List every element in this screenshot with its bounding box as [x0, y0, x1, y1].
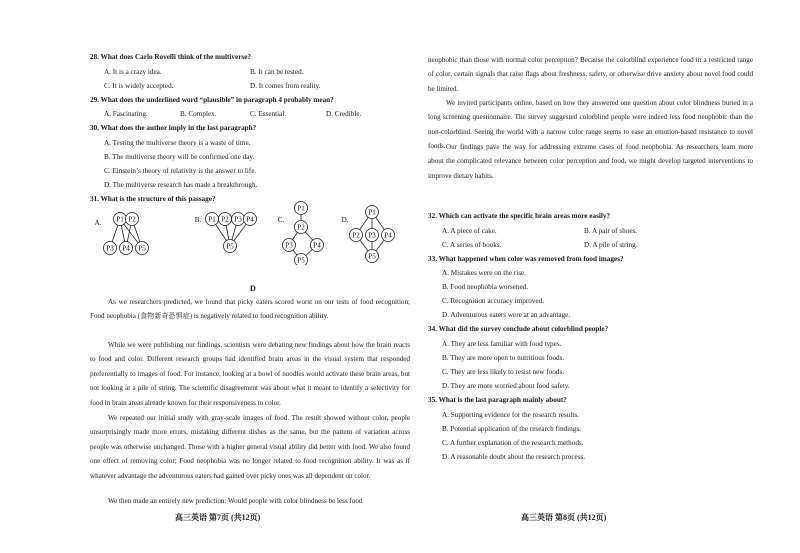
page-7-footer: 高三英语 第7页 (共12页): [175, 513, 261, 522]
node-label: P2: [352, 231, 360, 240]
node-label: P3: [106, 244, 114, 253]
node-label: P3: [285, 241, 293, 250]
q31-option-d: D.: [341, 216, 349, 224]
q31-option-c: C.: [277, 216, 285, 224]
node-label: P1: [208, 215, 216, 224]
q35-option-b: B. Potential application of the research findings.: [442, 425, 581, 433]
node-label: P1: [368, 208, 376, 217]
passage-d-paragraph-3: [90, 411, 410, 483]
node-label: P5: [138, 244, 146, 253]
q34-option-d: D. They are more worried about food safety.: [442, 382, 570, 390]
paragraph-text: neophobic than those with normal color perception? Because the colorblind experience food in a restricted range of color, certain signals that raise flags about freshness, safety, or otherwise drive anxiety about novel food could be limited.: [428, 56, 753, 93]
q30-option-c: C. Einstein’s theory of relativity is the answer to life.: [104, 167, 257, 175]
q34-option-c: C. They are less likely to resist new foods.: [442, 368, 565, 376]
paragraph-text: While we were publishing our findings, scientists were debating new findings about how the brain reacts to food and color. Different research groups had identified brain areas in the visual system that responded preferentially to images of food. For instance, looking at a bowl of noodles would activate these brain areas, but not looking at a pile of string. The scientific disagreement was about what it meant to identify a selectivity for food in brain areas already known for their responsiveness to color.: [90, 341, 410, 407]
paragraph-text: We repeated our initial study with gray-scale images of food. The result showed without color, people unsurprisingly made more errors, mistaking different dishes as the same, but the pattern of variation across people was otherwise unchanged. Those with a higher general visual ability did better with food. We also found one effect of removing color; Food neophobia was no longer related to food recognition ability. It was as if whatever advantage the adventurous eaters had gained over picky ones was all dependent on color.: [90, 414, 410, 480]
node-label: P4: [246, 215, 254, 224]
passage-d-paragraph-6: [428, 140, 753, 183]
q32-option-d: D. A pile of string.: [584, 241, 638, 249]
node-label: P5: [226, 242, 234, 251]
node-label: P3: [234, 215, 242, 224]
q28-option-b: B. It can be tested.: [250, 68, 304, 76]
node-label: P5: [297, 256, 305, 265]
q35-option-d: D. A reasonable doubt about the research process.: [442, 453, 586, 461]
passage-d-paragraph-1: [90, 295, 410, 324]
node-label: P2: [221, 215, 229, 224]
q30-option-d: D. The multiverse research has made a breakthrough.: [104, 181, 258, 189]
page-8-footer: 高三英语 第8页 (共12页): [521, 513, 607, 522]
node-label: P1: [297, 204, 305, 213]
q31-structure-diagrams: [90, 200, 420, 265]
node-label: P4: [313, 241, 321, 250]
passage-d-paragraph-2: [90, 338, 410, 410]
node-label: P2: [297, 223, 305, 232]
q34-option-a: A. They are less familiar with food types.: [442, 340, 562, 348]
passage-d-paragraph-4-continued: [428, 53, 753, 96]
q29-option-a: A. Fascinating.: [104, 110, 148, 118]
q29-option-c: C. Essential.: [250, 110, 287, 118]
q29-stem: 29. What does the underlined word “plausible” in paragraph 4 probably mean?: [90, 96, 334, 104]
q32-option-b: B. A pair of shoes.: [584, 227, 638, 235]
q31-option-a: A.: [94, 219, 102, 227]
paragraph-text: We invited participants online, based on how they answered one question about color blindness buried in a long screening questionnaire. The survey suggested colorblind people were indeed less food neophobic than the non-colorblind. Seeing the world with a narrow color range seems to ease an emotion-based resistance to novel foods.: [428, 99, 753, 151]
q35-option-a: A. Supporting evidence for the research results.: [442, 411, 579, 419]
passage-d-paragraph-4: [90, 494, 410, 508]
q29-option-b: B. Complex.: [180, 110, 217, 118]
q34-option-b: B. They are more open to nutritious foods.: [442, 354, 565, 362]
q35-option-c: C. A further explanation of the research methods.: [442, 439, 584, 447]
node-label: P2: [128, 215, 136, 224]
q28-option-d: D. It comes from reality.: [250, 82, 321, 90]
node-label: P3: [368, 231, 376, 240]
q32-stem: 32. Which can activate the specific brain areas more easily?: [428, 212, 611, 220]
q35-stem: 35. What is the last paragraph mainly about?: [428, 396, 567, 404]
q31-option-b: B.: [194, 216, 202, 224]
node-label: P1: [116, 215, 124, 224]
q33-option-b: B. Food neophobia worsened.: [442, 283, 529, 291]
q34-stem: 34. What did the survey conclude about colorblind people?: [428, 325, 609, 333]
q28-option-c: C. It is widely accepted.: [104, 82, 174, 90]
q33-option-d: D. Adventurous eaters were at an advantage.: [442, 311, 571, 319]
q28-option-a: A. It is a crazy idea.: [104, 68, 162, 76]
q30-stem: 30. What does the author imply in the last paragraph?: [90, 124, 257, 132]
node-label: P5: [368, 252, 376, 261]
paragraph-text: Our findings pave the way for addressing extreme cases of food neophobia. As researchers learn more about the complicated relevance between color perception and food, we might develop targeted interventions to improve dietary habits.: [428, 143, 753, 180]
q30-option-b: B. The multiverse theory will be confirmed one day.: [104, 153, 255, 161]
q33-stem: 33. What happened when color was removed from food images?: [428, 255, 624, 263]
paragraph-text: As we researchers predicted, we found that picky eaters scored worst on our tests of food recognition; Food neophobia (食物新奇恐惧症) is negatively related to food recognition ability.: [90, 298, 410, 321]
q31-stem: 31. What is the structure of this passage?: [90, 195, 216, 203]
q33-option-a: A. Mistakes were on the rise.: [442, 269, 527, 277]
q32-option-c: C. A series of books.: [442, 241, 502, 249]
q28-stem: 28. What does Carlo Rovelli think of the multiverse?: [90, 53, 251, 61]
q33-option-c: C. Recognition accuracy improved.: [442, 297, 544, 305]
node-label: P4: [384, 231, 392, 240]
q32-option-a: A. A piece of cake.: [442, 227, 497, 235]
node-label: P4: [122, 244, 130, 253]
paragraph-text: We then made an entirely new prediction: Would people with color blindness be less food: [108, 497, 363, 505]
passage-d-title: D: [250, 284, 256, 293]
q29-option-d: D. Credible.: [326, 110, 362, 118]
q30-option-a: A. Testing the multiverse theory is a waste of time.: [104, 139, 251, 147]
